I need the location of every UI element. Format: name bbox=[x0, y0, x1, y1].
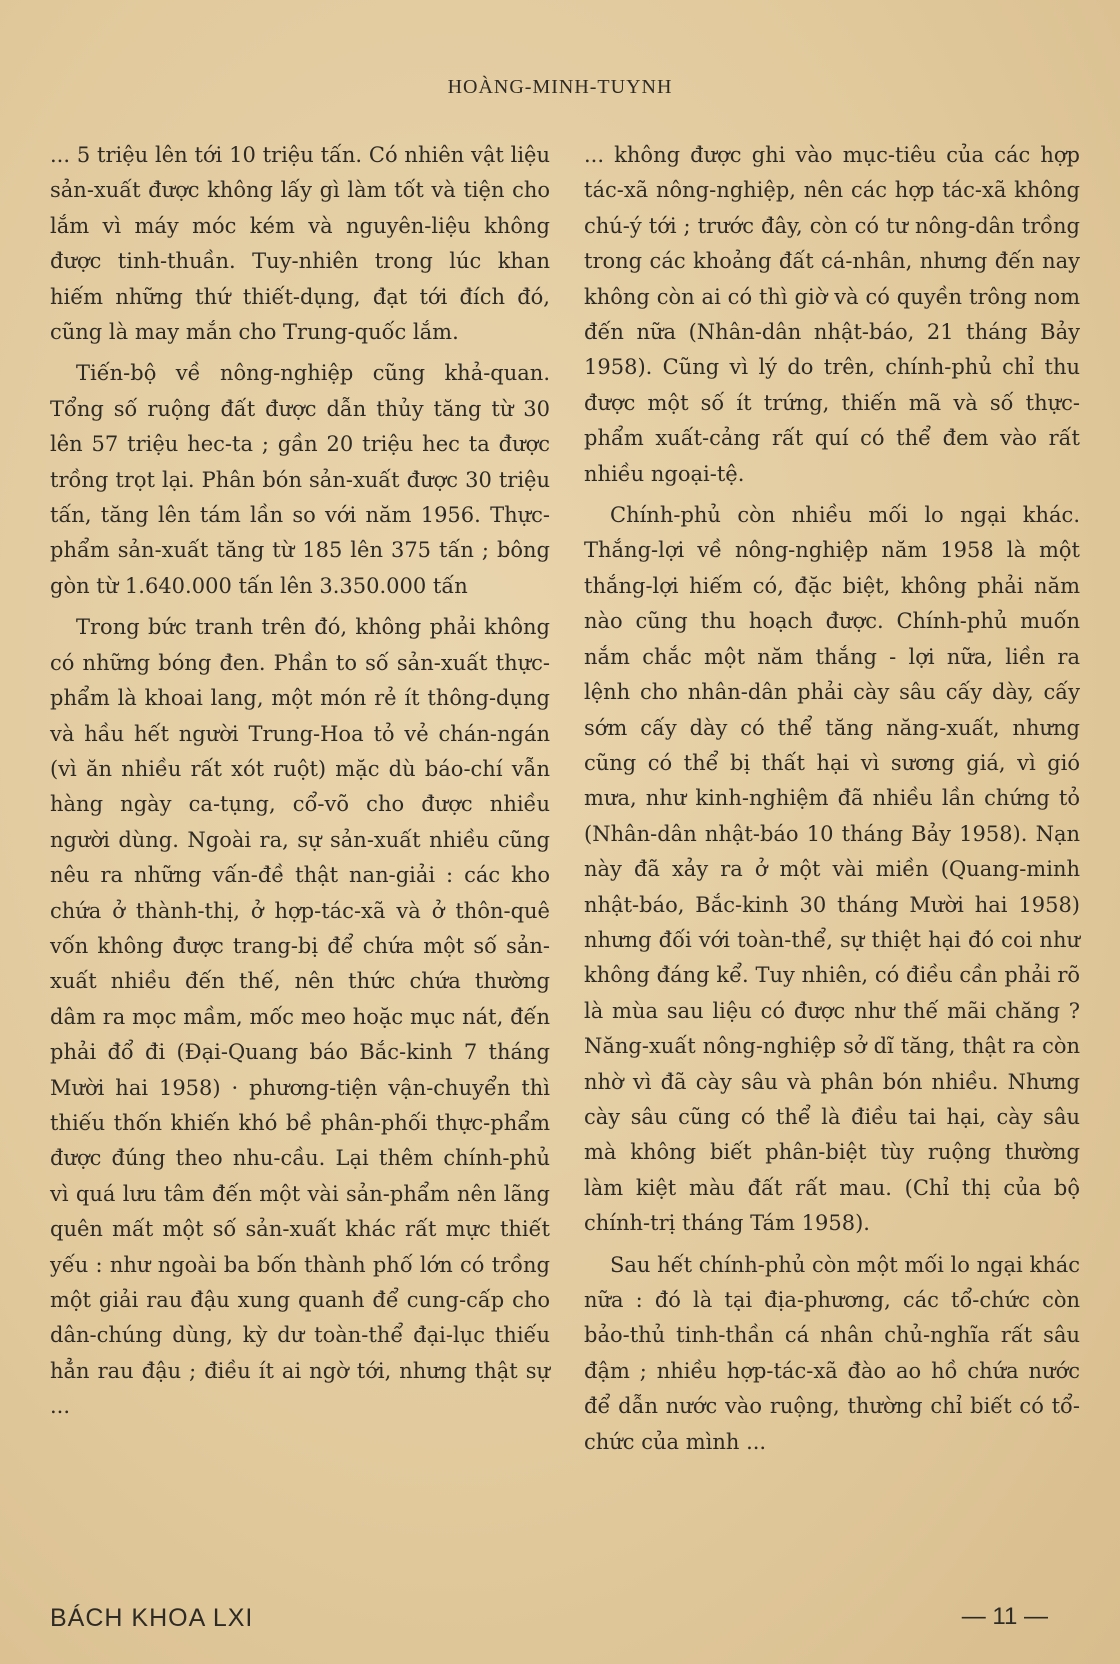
running-header: HOÀNG-MINH-TUYNH bbox=[447, 76, 673, 98]
paragraph: ... 5 triệu lên tới 10 triệu tấn. Có nhiên vật liệu sản-xuất được không lấy gì làm tốt và tiện cho lắm vì máy móc kém và nguyên-liệu không được tinh-thuần. Tuy-nhiên trong lúc khan hiếm những thứ thiết-dụng, đạt tới đích đó, cũng là may mắn cho Trung-quốc lắm. bbox=[50, 143, 550, 345]
left-column bbox=[50, 138, 550, 1425]
paragraph: ... không được ghi vào mục-tiêu của các hợp tác-xã nông-nghiệp, nên các hợp tác-xã không chú-ý tới ; trước đây, còn có tư nông-dân trồng trong các khoảng đất cá-nhân, nhưng đến nay không còn ai có thì giờ và có quyền trông nom đến nữa (Nhân-dân nhật-báo, 21 tháng Bảy 1958). Cũng vì lý do trên, chính-phủ chỉ thu được một số ít trứng, thiến mã và số thực-phẩm xuất-cảng rất quí có thể đem vào rất nhiều ngoại-tệ. bbox=[584, 143, 1080, 486]
paragraph: Sau hết chính-phủ còn một mối lo ngại khác nữa : đó là tại địa-phương, các tổ-chức còn bảo-thủ tinh-thần cá nhân chủ-nghĩa rất sâu đậm ; nhiều hợp-tác-xã đào ao hồ chứa nước để dẫn nước vào ruộng, thường chỉ biết có tổ-chức của mình ... bbox=[584, 1252, 1080, 1454]
paragraph: Trong bức tranh trên đó, không phải không có những bóng đen. Phần to số sản-xuất thực-phẩm là khoai lang, một món rẻ ít thông-dụng và hầu hết người Trung-Hoa tỏ vẻ chán-ngán (vì ăn nhiều rất xót ruột) mặc dù báo-chí vẫn hàng ngày ca-tụng, cổ-võ cho được nhiều người dùng. Ngoài ra, sự sản-xuất nhiều cũng nêu ra những vấn-đề thật nan-giải : các kho chứa ở thành-thị, ở hợp-tác-xã và ở thôn-quê vốn không được trang-bị để chứa một số sản-xuất nhiều đến thế, nên thức chứa thường dâm ra mọc mầm, mốc meo hoặc mục nát, đến phải đổ đi (Đại-Quang báo Bắc-kinh 7 tháng Mười hai 1958) · phương-tiện vận-chuyển thì thiếu thốn khiến khó bề phân-phối thực-phẩm được đúng theo nhu-cầu. Lại thêm chính-phủ vì quá lưu tâm đến một vài sản-phẩm nên lãng quên mất một số sản-xuất khác rất mực thiết yếu : như ngoài ba bốn thành phố lớn có trồng một giải rau đậu xung quanh để cung-cấp cho dân-chúng dùng, kỳ dư toàn-thể đại-lục thiếu hẳn rau đậu ; điều ít ai ngờ tới, nhưng thật sự ... bbox=[50, 615, 550, 1419]
magazine-name: BÁCH KHOA LXI bbox=[50, 1604, 254, 1632]
paragraph: Tiến-bộ về nông-nghiệp cũng khả-quan. Tổng số ruộng đất được dẫn thủy tăng từ 30 lên 57 triệu hec-ta ; gần 20 triệu hec ta được trồng trọt lại. Phân bón sản-xuất được 30 triệu tấn, tăng lên tám lần so với năm 1956. Thực-phẩm sản-xuất tăng từ 185 lên 375 tấn ; bông gòn từ 1.640.000 tấn lên 3.350.000 tấn bbox=[50, 361, 550, 598]
page-number: — 11 — bbox=[961, 1603, 1048, 1630]
paragraph: Chính-phủ còn nhiều mối lo ngại khác. Thắng-lợi về nông-nghiệp năm 1958 là một thắng-lợi hiếm có, đặc biệt, không phải năm nào cũng thu hoạch được. Chính-phủ muốn nắm chắc một năm thắng - lợi nữa, liền ra lệnh cho nhân-dân phải cày sâu cấy dày, cấy sớm cấy dày có thể tăng năng-xuất, nhưng cũng có thể bị thất hại vì sương giá, vì gió mưa, như kinh-nghiệm đã nhiều lần chứng tỏ (Nhân-dân nhật-báo 10 tháng Bảy 1958). Nạn này đã xảy ra ở một vài miền (Quang-minh nhật-báo, Bắc-kinh 30 tháng Mười hai 1958) nhưng đối với toàn-thể, sự thiệt hại đó coi như không đáng kể. Tuy nhiên, có điều cần phải rõ là mùa sau liệu có được như thế mãi chăng ? Năng-xuất nông-nghiệp sở dĩ tăng, thật ra còn nhờ vì đã cày sâu và phân bón nhiều. Nhưng cày sâu cũng có thể là điều tai hại, cày sâu mà không biết phân-biệt tùy ruộng thường làm kiệt màu đất rất mau. (Chỉ thị của bộ chính-trị tháng Tám 1958). bbox=[584, 503, 1080, 1236]
right-column bbox=[584, 138, 1080, 1460]
